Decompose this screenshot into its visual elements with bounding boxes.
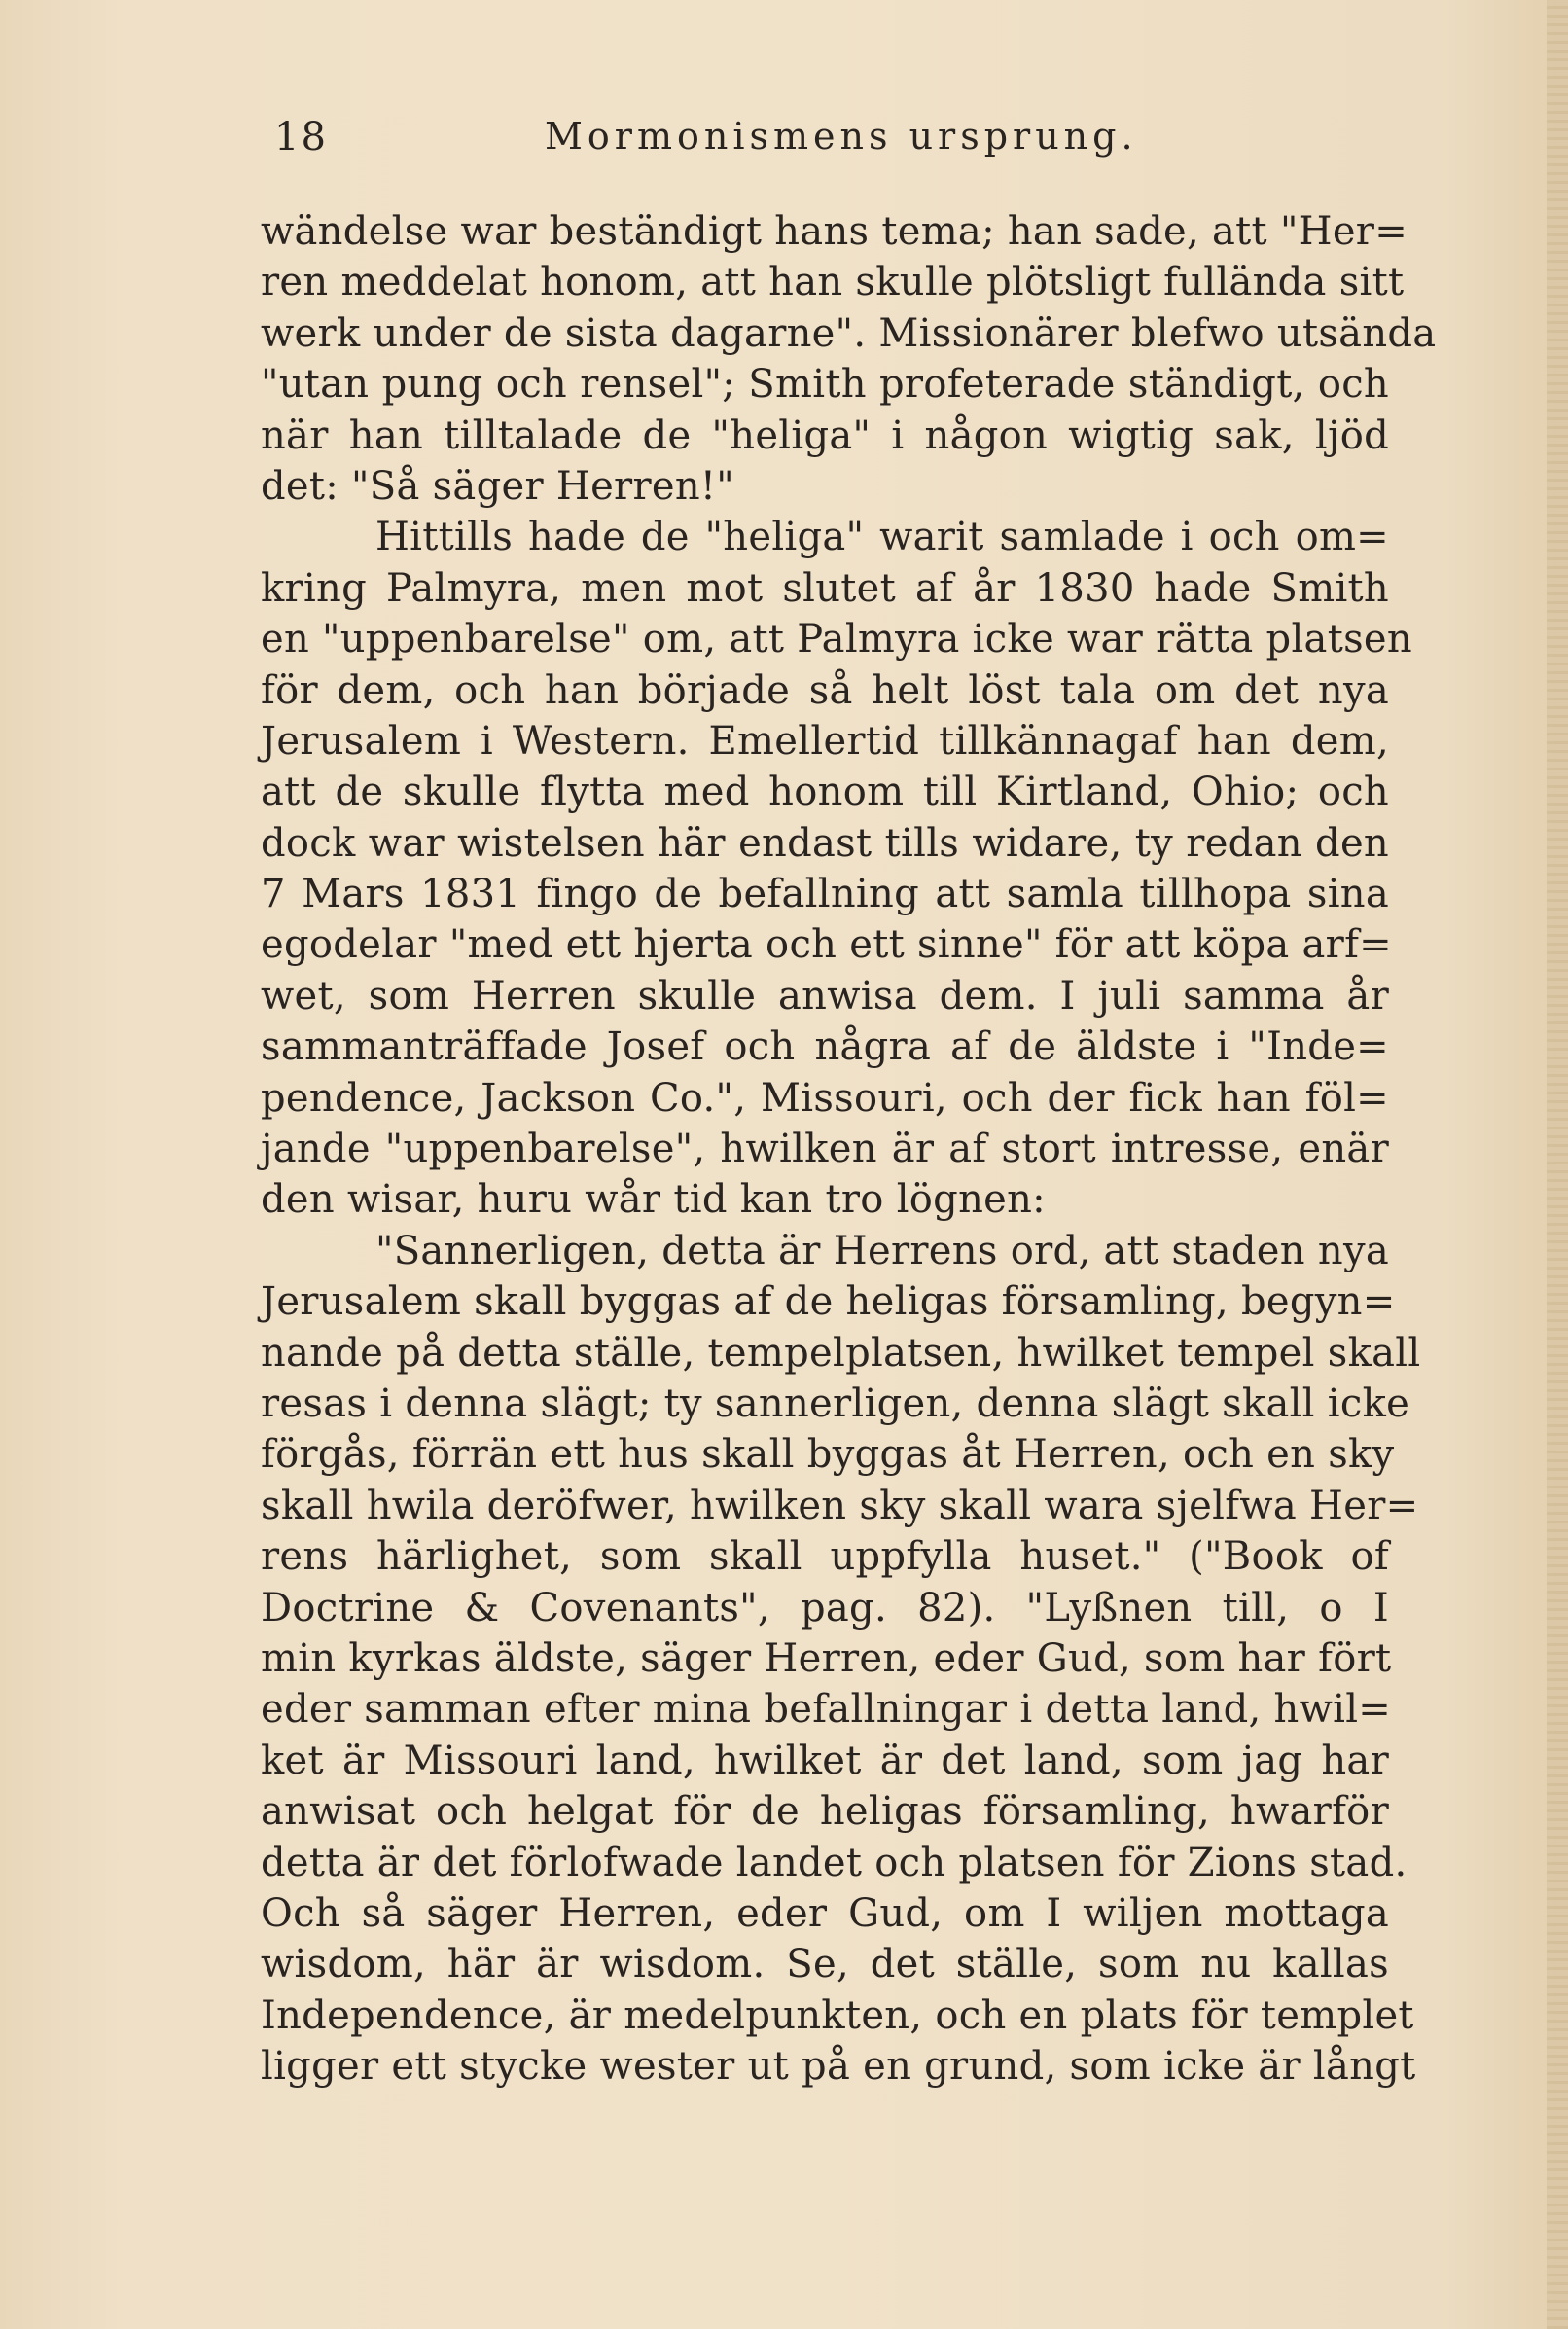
text-line: pendence, Jackson Co.", Missouri, och der fick han föl= [261, 1075, 1389, 1121]
text-line: ket är Missouri land, hwilket är det land, som jag har [261, 1738, 1389, 1783]
text-line: det: "Så säger Herren!" [261, 463, 734, 509]
text-line: när han tilltalade de "heliga" i någon wigtig sak, ljöd [261, 412, 1389, 458]
text-line: detta är det förlofwade landet och platsen för Zions stad. [261, 1840, 1408, 1885]
text-line: Jerusalem skall byggas af de heligas församling, begyn= [261, 1279, 1396, 1325]
text-line: Independence, är medelpunkten, och en plats för templet [261, 1992, 1414, 2038]
paragraph-start: Hittills hade de "heliga" warit samlade i och om= [375, 515, 1389, 560]
text-line: för dem, och han började så helt löst tala om det nya [261, 667, 1389, 713]
text-line: Doctrine & Covenants", pag. 82). "Lyßnen till, o I [261, 1585, 1389, 1630]
text-line: resas i denna slägt; ty sannerligen, denna slägt skall icke [261, 1380, 1410, 1426]
text-line: skall hwila deröfwer, hwilken sky skall wara sjelfwa Her= [261, 1483, 1419, 1528]
text-line: egodelar "med ett hjerta och ett sinne" för att köpa arf= [261, 922, 1392, 968]
text-line: ligger ett stycke wester ut på en grund, som icke är långt [261, 2044, 1416, 2090]
text-line: "utan pung och rensel"; Smith profeterade ständigt, och [261, 362, 1389, 408]
text-line: eder samman efter mina befallningar i detta land, hwil= [261, 1687, 1392, 1733]
text-line: Jerusalem i Western. Emellertid tillkännagaf han dem, [261, 718, 1389, 764]
text-line: den wisar, huru wår tid kan tro lögnen: [261, 1177, 1046, 1223]
text-line: wet, som Herren skulle anwisa dem. I juli samma år [261, 973, 1389, 1019]
text-line: ren meddelat honom, att han skulle plötsligt fullända sitt [261, 260, 1405, 305]
text-line: Och så säger Herren, eder Gud, om I wiljen mottaga [261, 1890, 1389, 1936]
text-line: nande på detta ställe, tempelplatsen, hwilket tempel skall [261, 1330, 1421, 1376]
running-title: Mormonismens ursprung. [545, 115, 1138, 158]
page-edge [1547, 0, 1568, 2329]
text-line: min kyrkas äldste, säger Herren, eder Gud, som har fört [261, 1635, 1392, 1681]
text-line: en "uppenbarelse" om, att Palmyra icke war rätta platsen [261, 617, 1412, 663]
page-number: 18 [274, 115, 328, 160]
text-line: 7 Mars 1831 fingo de befallning att samla tillhopa sina [261, 872, 1389, 917]
text-line: wändelse war beständigt hans tema; han sade, att "Her= [261, 209, 1408, 254]
text-line: anwisat och helgat för de heligas församling, hwarför [261, 1789, 1389, 1835]
paragraph-start: "Sannerligen, detta är Herrens ord, att staden nya [375, 1228, 1389, 1273]
body-text [261, 206, 1437, 2092]
text-line: rens härlighet, som skall uppfylla huset." ("Book of [261, 1534, 1389, 1580]
text-line: werk under de sista dagarne". Missionärer blefwo utsända [261, 310, 1437, 356]
text-line: förgås, förrän ett hus skall byggas åt Herren, och en sky [261, 1432, 1395, 1478]
text-line: dock war wistelsen här endast tills widare, ty redan den [261, 820, 1389, 866]
text-line: sammanträffade Josef och några af de äldste i "Inde= [261, 1024, 1389, 1070]
text-line: wisdom, här är wisdom. Se, det ställe, som nu kallas [261, 1942, 1389, 1988]
text-line: kring Palmyra, men mot slutet af år 1830 hade Smith [261, 565, 1389, 611]
text-line: jande "uppenbarelse", hwilken är af stort intresse, enär [261, 1127, 1389, 1172]
text-line: att de skulle flytta med honom till Kirtland, Ohio; och [261, 770, 1389, 815]
